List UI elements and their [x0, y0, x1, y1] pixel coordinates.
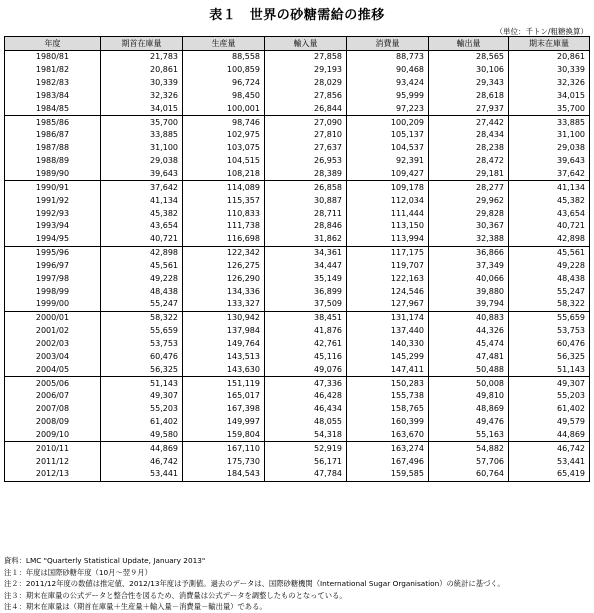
cell-year: 1984/85 [5, 102, 101, 115]
cell-consumption: 105,137 [347, 129, 429, 142]
cell-production: 116,698 [183, 233, 265, 246]
cell-imports: 49,076 [265, 363, 347, 376]
cell-exports: 47,481 [429, 350, 509, 363]
cell-closing-stock: 51,143 [509, 363, 590, 376]
table-row [5, 181, 590, 194]
cell-production: 98,450 [183, 90, 265, 103]
cell-closing-stock: 37,642 [509, 168, 590, 181]
cell-production: 96,724 [183, 77, 265, 90]
header-year: 年度 [5, 37, 101, 51]
cell-consumption: 150,283 [347, 377, 429, 390]
cell-imports: 31,862 [265, 233, 347, 246]
cell-closing-stock: 49,307 [509, 377, 590, 390]
cell-year: 1995/96 [5, 246, 101, 259]
cell-exports: 36,866 [429, 246, 509, 259]
cell-year: 2002/03 [5, 338, 101, 351]
cell-imports: 46,428 [265, 390, 347, 403]
cell-closing-stock: 58,322 [509, 298, 590, 311]
cell-opening-stock: 41,134 [101, 194, 183, 207]
note-2: 注２：2011/12年度の数値は推定値、2012/13年度は予測値。過去のデータは、国際砂糖機関（International Sugar Organisation）の統計に基づく。 [4, 579, 505, 588]
cell-opening-stock: 61,402 [101, 416, 183, 429]
cell-imports: 26,953 [265, 155, 347, 168]
table-row [5, 194, 590, 207]
table-row [5, 129, 590, 142]
cell-opening-stock: 55,247 [101, 298, 183, 311]
cell-opening-stock: 33,885 [101, 129, 183, 142]
cell-production: 122,342 [183, 246, 265, 259]
cell-closing-stock: 60,476 [509, 338, 590, 351]
sugar-supply-table [4, 36, 590, 482]
cell-closing-stock: 40,721 [509, 220, 590, 233]
cell-exports: 28,565 [429, 51, 509, 64]
cell-year: 1990/91 [5, 181, 101, 194]
cell-consumption: 140,330 [347, 338, 429, 351]
table-row [5, 298, 590, 311]
cell-exports: 39,794 [429, 298, 509, 311]
cell-production: 108,218 [183, 168, 265, 181]
cell-exports: 40,883 [429, 311, 509, 324]
cell-closing-stock: 44,869 [509, 428, 590, 441]
cell-year: 1999/00 [5, 298, 101, 311]
cell-closing-stock: 43,654 [509, 207, 590, 220]
cell-year: 2004/05 [5, 363, 101, 376]
cell-exports: 54,882 [429, 442, 509, 455]
cell-consumption: 167,496 [347, 455, 429, 468]
cell-imports: 26,858 [265, 181, 347, 194]
cell-imports: 27,810 [265, 129, 347, 142]
cell-exports: 49,810 [429, 390, 509, 403]
cell-imports: 36,899 [265, 285, 347, 298]
table-row [5, 416, 590, 429]
cell-closing-stock: 46,742 [509, 442, 590, 455]
cell-production: 103,075 [183, 142, 265, 155]
cell-imports: 27,090 [265, 116, 347, 129]
cell-consumption: 88,773 [347, 51, 429, 64]
cell-year: 2007/08 [5, 403, 101, 416]
table-row [5, 363, 590, 376]
cell-opening-stock: 39,643 [101, 168, 183, 181]
cell-production: 159,804 [183, 428, 265, 441]
cell-opening-stock: 43,654 [101, 220, 183, 233]
table-row [5, 377, 590, 390]
cell-production: 165,017 [183, 390, 265, 403]
note-4: 注４：期末在庫量は（期首在庫量＋生産量＋輸入量－消費量－輸出量）である。 [4, 602, 267, 611]
cell-consumption: 104,537 [347, 142, 429, 155]
cell-imports: 26,844 [265, 102, 347, 115]
cell-closing-stock: 20,861 [509, 51, 590, 64]
cell-production: 137,984 [183, 325, 265, 338]
cell-closing-stock: 33,885 [509, 116, 590, 129]
cell-exports: 39,880 [429, 285, 509, 298]
cell-year: 2000/01 [5, 311, 101, 324]
cell-opening-stock: 53,441 [101, 468, 183, 481]
cell-closing-stock: 49,579 [509, 416, 590, 429]
note-1: 注１：年度は国際砂糖年度（10月～翌９月） [4, 567, 152, 577]
cell-exports: 28,618 [429, 90, 509, 103]
cell-consumption: 159,585 [347, 468, 429, 481]
header-opening-stock: 期首在庫量 [101, 37, 183, 51]
cell-imports: 46,434 [265, 403, 347, 416]
cell-year: 1996/97 [5, 260, 101, 273]
table-row [5, 311, 590, 324]
cell-exports: 32,388 [429, 233, 509, 246]
cell-consumption: 111,444 [347, 207, 429, 220]
table-row [5, 338, 590, 351]
table-row [5, 220, 590, 233]
cell-production: 175,730 [183, 455, 265, 468]
cell-consumption: 137,440 [347, 325, 429, 338]
cell-opening-stock: 45,382 [101, 207, 183, 220]
cell-closing-stock: 42,898 [509, 233, 590, 246]
cell-imports: 45,116 [265, 350, 347, 363]
table-row [5, 90, 590, 103]
header-imports: 輸入量 [265, 37, 347, 51]
cell-imports: 29,193 [265, 64, 347, 77]
cell-production: 110,833 [183, 207, 265, 220]
cell-exports: 28,472 [429, 155, 509, 168]
cell-exports: 28,238 [429, 142, 509, 155]
table-row [5, 350, 590, 363]
cell-production: 134,336 [183, 285, 265, 298]
cell-year: 1993/94 [5, 220, 101, 233]
cell-year: 2012/13 [5, 468, 101, 481]
cell-imports: 42,761 [265, 338, 347, 351]
cell-exports: 50,488 [429, 363, 509, 376]
cell-year: 1983/84 [5, 90, 101, 103]
cell-imports: 52,919 [265, 442, 347, 455]
table-row [5, 403, 590, 416]
cell-closing-stock: 39,643 [509, 155, 590, 168]
cell-closing-stock: 32,326 [509, 77, 590, 90]
cell-production: 115,357 [183, 194, 265, 207]
cell-consumption: 145,299 [347, 350, 429, 363]
cell-consumption: 117,175 [347, 246, 429, 259]
cell-consumption: 160,399 [347, 416, 429, 429]
cell-closing-stock: 31,100 [509, 129, 590, 142]
cell-production: 143,513 [183, 350, 265, 363]
cell-year: 1988/89 [5, 155, 101, 168]
table-row [5, 325, 590, 338]
cell-production: 126,290 [183, 272, 265, 285]
cell-closing-stock: 41,134 [509, 181, 590, 194]
cell-imports: 27,858 [265, 51, 347, 64]
cell-year: 2006/07 [5, 390, 101, 403]
cell-closing-stock: 29,038 [509, 142, 590, 155]
cell-closing-stock: 34,015 [509, 90, 590, 103]
cell-consumption: 147,411 [347, 363, 429, 376]
cell-production: 102,975 [183, 129, 265, 142]
cell-consumption: 155,738 [347, 390, 429, 403]
cell-year: 1997/98 [5, 272, 101, 285]
cell-imports: 37,509 [265, 298, 347, 311]
cell-year: 1985/86 [5, 116, 101, 129]
cell-opening-stock: 55,203 [101, 403, 183, 416]
cell-production: 167,398 [183, 403, 265, 416]
cell-production: 88,558 [183, 51, 265, 64]
cell-closing-stock: 53,753 [509, 325, 590, 338]
cell-imports: 56,171 [265, 455, 347, 468]
note-3: 注３：期末在庫量の公式データと整合性を図るため、消費量は公式データを調整したものとなっている。 [4, 590, 347, 600]
cell-closing-stock: 55,247 [509, 285, 590, 298]
table-title: 表１ 世界の砂糖需給の推移 [209, 8, 385, 23]
cell-exports: 30,367 [429, 220, 509, 233]
table-row [5, 390, 590, 403]
cell-closing-stock: 55,203 [509, 390, 590, 403]
cell-imports: 48,055 [265, 416, 347, 429]
cell-production: 126,275 [183, 260, 265, 273]
cell-year: 1998/99 [5, 285, 101, 298]
cell-opening-stock: 34,015 [101, 102, 183, 115]
cell-opening-stock: 60,476 [101, 350, 183, 363]
cell-consumption: 124,546 [347, 285, 429, 298]
cell-opening-stock: 51,143 [101, 377, 183, 390]
cell-production: 133,327 [183, 298, 265, 311]
cell-production: 111,738 [183, 220, 265, 233]
cell-exports: 29,343 [429, 77, 509, 90]
cell-opening-stock: 48,438 [101, 285, 183, 298]
cell-consumption: 90,468 [347, 64, 429, 77]
cell-year: 1986/87 [5, 129, 101, 142]
cell-production: 98,746 [183, 116, 265, 129]
notes [4, 555, 590, 613]
table-row [5, 272, 590, 285]
cell-exports: 28,434 [429, 129, 509, 142]
cell-imports: 34,447 [265, 260, 347, 273]
cell-consumption: 100,209 [347, 116, 429, 129]
cell-exports: 44,326 [429, 325, 509, 338]
cell-opening-stock: 29,038 [101, 155, 183, 168]
cell-production: 149,997 [183, 416, 265, 429]
cell-opening-stock: 49,580 [101, 428, 183, 441]
cell-year: 1987/88 [5, 142, 101, 155]
table-row [5, 233, 590, 246]
source-note: 資料：LMC "Quarterly Statistical Update, January 2013" [4, 556, 206, 565]
table-row [5, 64, 590, 77]
cell-production: 100,001 [183, 102, 265, 115]
cell-opening-stock: 35,700 [101, 116, 183, 129]
cell-closing-stock: 45,382 [509, 194, 590, 207]
table-row [5, 260, 590, 273]
cell-exports: 48,869 [429, 403, 509, 416]
cell-exports: 57,706 [429, 455, 509, 468]
cell-year: 2009/10 [5, 428, 101, 441]
cell-closing-stock: 30,339 [509, 64, 590, 77]
cell-exports: 50,008 [429, 377, 509, 390]
cell-exports: 27,937 [429, 102, 509, 115]
cell-imports: 28,029 [265, 77, 347, 90]
table-row [5, 428, 590, 441]
cell-opening-stock: 21,783 [101, 51, 183, 64]
cell-production: 114,089 [183, 181, 265, 194]
table-row [5, 155, 590, 168]
table-row [5, 468, 590, 481]
cell-production: 184,543 [183, 468, 265, 481]
header-closing-stock: 期末在庫量 [509, 37, 590, 51]
cell-year: 1982/83 [5, 77, 101, 90]
cell-imports: 47,784 [265, 468, 347, 481]
table-row [5, 207, 590, 220]
cell-opening-stock: 32,326 [101, 90, 183, 103]
cell-production: 100,859 [183, 64, 265, 77]
cell-consumption: 112,034 [347, 194, 429, 207]
cell-imports: 28,846 [265, 220, 347, 233]
cell-closing-stock: 48,438 [509, 272, 590, 285]
table-row [5, 455, 590, 468]
table-row [5, 51, 590, 64]
cell-year: 1989/90 [5, 168, 101, 181]
unit-label: （単位：千トン/粗糖換算） [495, 27, 588, 36]
header-exports: 輸出量 [429, 37, 509, 51]
cell-imports: 27,856 [265, 90, 347, 103]
cell-production: 104,515 [183, 155, 265, 168]
cell-exports: 29,962 [429, 194, 509, 207]
cell-opening-stock: 40,721 [101, 233, 183, 246]
cell-year: 2005/06 [5, 377, 101, 390]
cell-year: 1994/95 [5, 233, 101, 246]
cell-exports: 27,442 [429, 116, 509, 129]
cell-closing-stock: 53,441 [509, 455, 590, 468]
cell-consumption: 95,999 [347, 90, 429, 103]
cell-consumption: 109,427 [347, 168, 429, 181]
cell-exports: 30,106 [429, 64, 509, 77]
cell-opening-stock: 44,869 [101, 442, 183, 455]
cell-year: 1981/82 [5, 64, 101, 77]
cell-consumption: 163,274 [347, 442, 429, 455]
cell-exports: 55,163 [429, 428, 509, 441]
cell-opening-stock: 55,659 [101, 325, 183, 338]
table-row [5, 116, 590, 129]
cell-year: 2010/11 [5, 442, 101, 455]
cell-opening-stock: 37,642 [101, 181, 183, 194]
cell-imports: 41,876 [265, 325, 347, 338]
cell-imports: 54,318 [265, 428, 347, 441]
cell-production: 149,764 [183, 338, 265, 351]
cell-closing-stock: 49,228 [509, 260, 590, 273]
cell-year: 2003/04 [5, 350, 101, 363]
cell-exports: 45,474 [429, 338, 509, 351]
table-row [5, 142, 590, 155]
table-row [5, 442, 590, 455]
cell-closing-stock: 61,402 [509, 403, 590, 416]
table-row [5, 168, 590, 181]
cell-closing-stock: 56,325 [509, 350, 590, 363]
cell-opening-stock: 20,861 [101, 64, 183, 77]
cell-opening-stock: 58,322 [101, 311, 183, 324]
table-row [5, 285, 590, 298]
cell-consumption: 158,765 [347, 403, 429, 416]
cell-production: 151,119 [183, 377, 265, 390]
cell-year: 2011/12 [5, 455, 101, 468]
cell-opening-stock: 49,307 [101, 390, 183, 403]
cell-imports: 28,389 [265, 168, 347, 181]
cell-opening-stock: 53,753 [101, 338, 183, 351]
cell-opening-stock: 45,561 [101, 260, 183, 273]
cell-opening-stock: 46,742 [101, 455, 183, 468]
cell-consumption: 131,174 [347, 311, 429, 324]
table-body [5, 51, 590, 482]
header-row [5, 37, 590, 51]
cell-closing-stock: 65,419 [509, 468, 590, 481]
cell-opening-stock: 42,898 [101, 246, 183, 259]
cell-exports: 60,764 [429, 468, 509, 481]
cell-exports: 40,066 [429, 272, 509, 285]
cell-opening-stock: 30,339 [101, 77, 183, 90]
cell-consumption: 97,223 [347, 102, 429, 115]
cell-year: 1992/93 [5, 207, 101, 220]
table-row [5, 246, 590, 259]
cell-consumption: 119,707 [347, 260, 429, 273]
cell-imports: 27,637 [265, 142, 347, 155]
cell-imports: 28,711 [265, 207, 347, 220]
cell-closing-stock: 35,700 [509, 102, 590, 115]
cell-closing-stock: 55,659 [509, 311, 590, 324]
cell-consumption: 127,967 [347, 298, 429, 311]
cell-imports: 47,336 [265, 377, 347, 390]
cell-exports: 29,181 [429, 168, 509, 181]
cell-exports: 29,828 [429, 207, 509, 220]
cell-imports: 35,149 [265, 272, 347, 285]
cell-year: 1991/92 [5, 194, 101, 207]
cell-consumption: 163,670 [347, 428, 429, 441]
cell-year: 1980/81 [5, 51, 101, 64]
header-consumption: 消費量 [347, 37, 429, 51]
table-row [5, 102, 590, 115]
cell-imports: 30,887 [265, 194, 347, 207]
cell-year: 2008/09 [5, 416, 101, 429]
cell-production: 167,110 [183, 442, 265, 455]
cell-exports: 28,277 [429, 181, 509, 194]
cell-consumption: 93,424 [347, 77, 429, 90]
table-row [5, 77, 590, 90]
cell-exports: 49,476 [429, 416, 509, 429]
cell-consumption: 92,391 [347, 155, 429, 168]
cell-consumption: 113,994 [347, 233, 429, 246]
cell-opening-stock: 31,100 [101, 142, 183, 155]
cell-year: 2001/02 [5, 325, 101, 338]
cell-production: 130,942 [183, 311, 265, 324]
cell-exports: 37,349 [429, 260, 509, 273]
cell-consumption: 109,178 [347, 181, 429, 194]
cell-imports: 34,361 [265, 246, 347, 259]
cell-opening-stock: 56,325 [101, 363, 183, 376]
cell-closing-stock: 45,561 [509, 246, 590, 259]
cell-opening-stock: 49,228 [101, 272, 183, 285]
cell-production: 143,630 [183, 363, 265, 376]
cell-consumption: 113,150 [347, 220, 429, 233]
cell-consumption: 122,163 [347, 272, 429, 285]
header-production: 生産量 [183, 37, 265, 51]
cell-imports: 38,451 [265, 311, 347, 324]
